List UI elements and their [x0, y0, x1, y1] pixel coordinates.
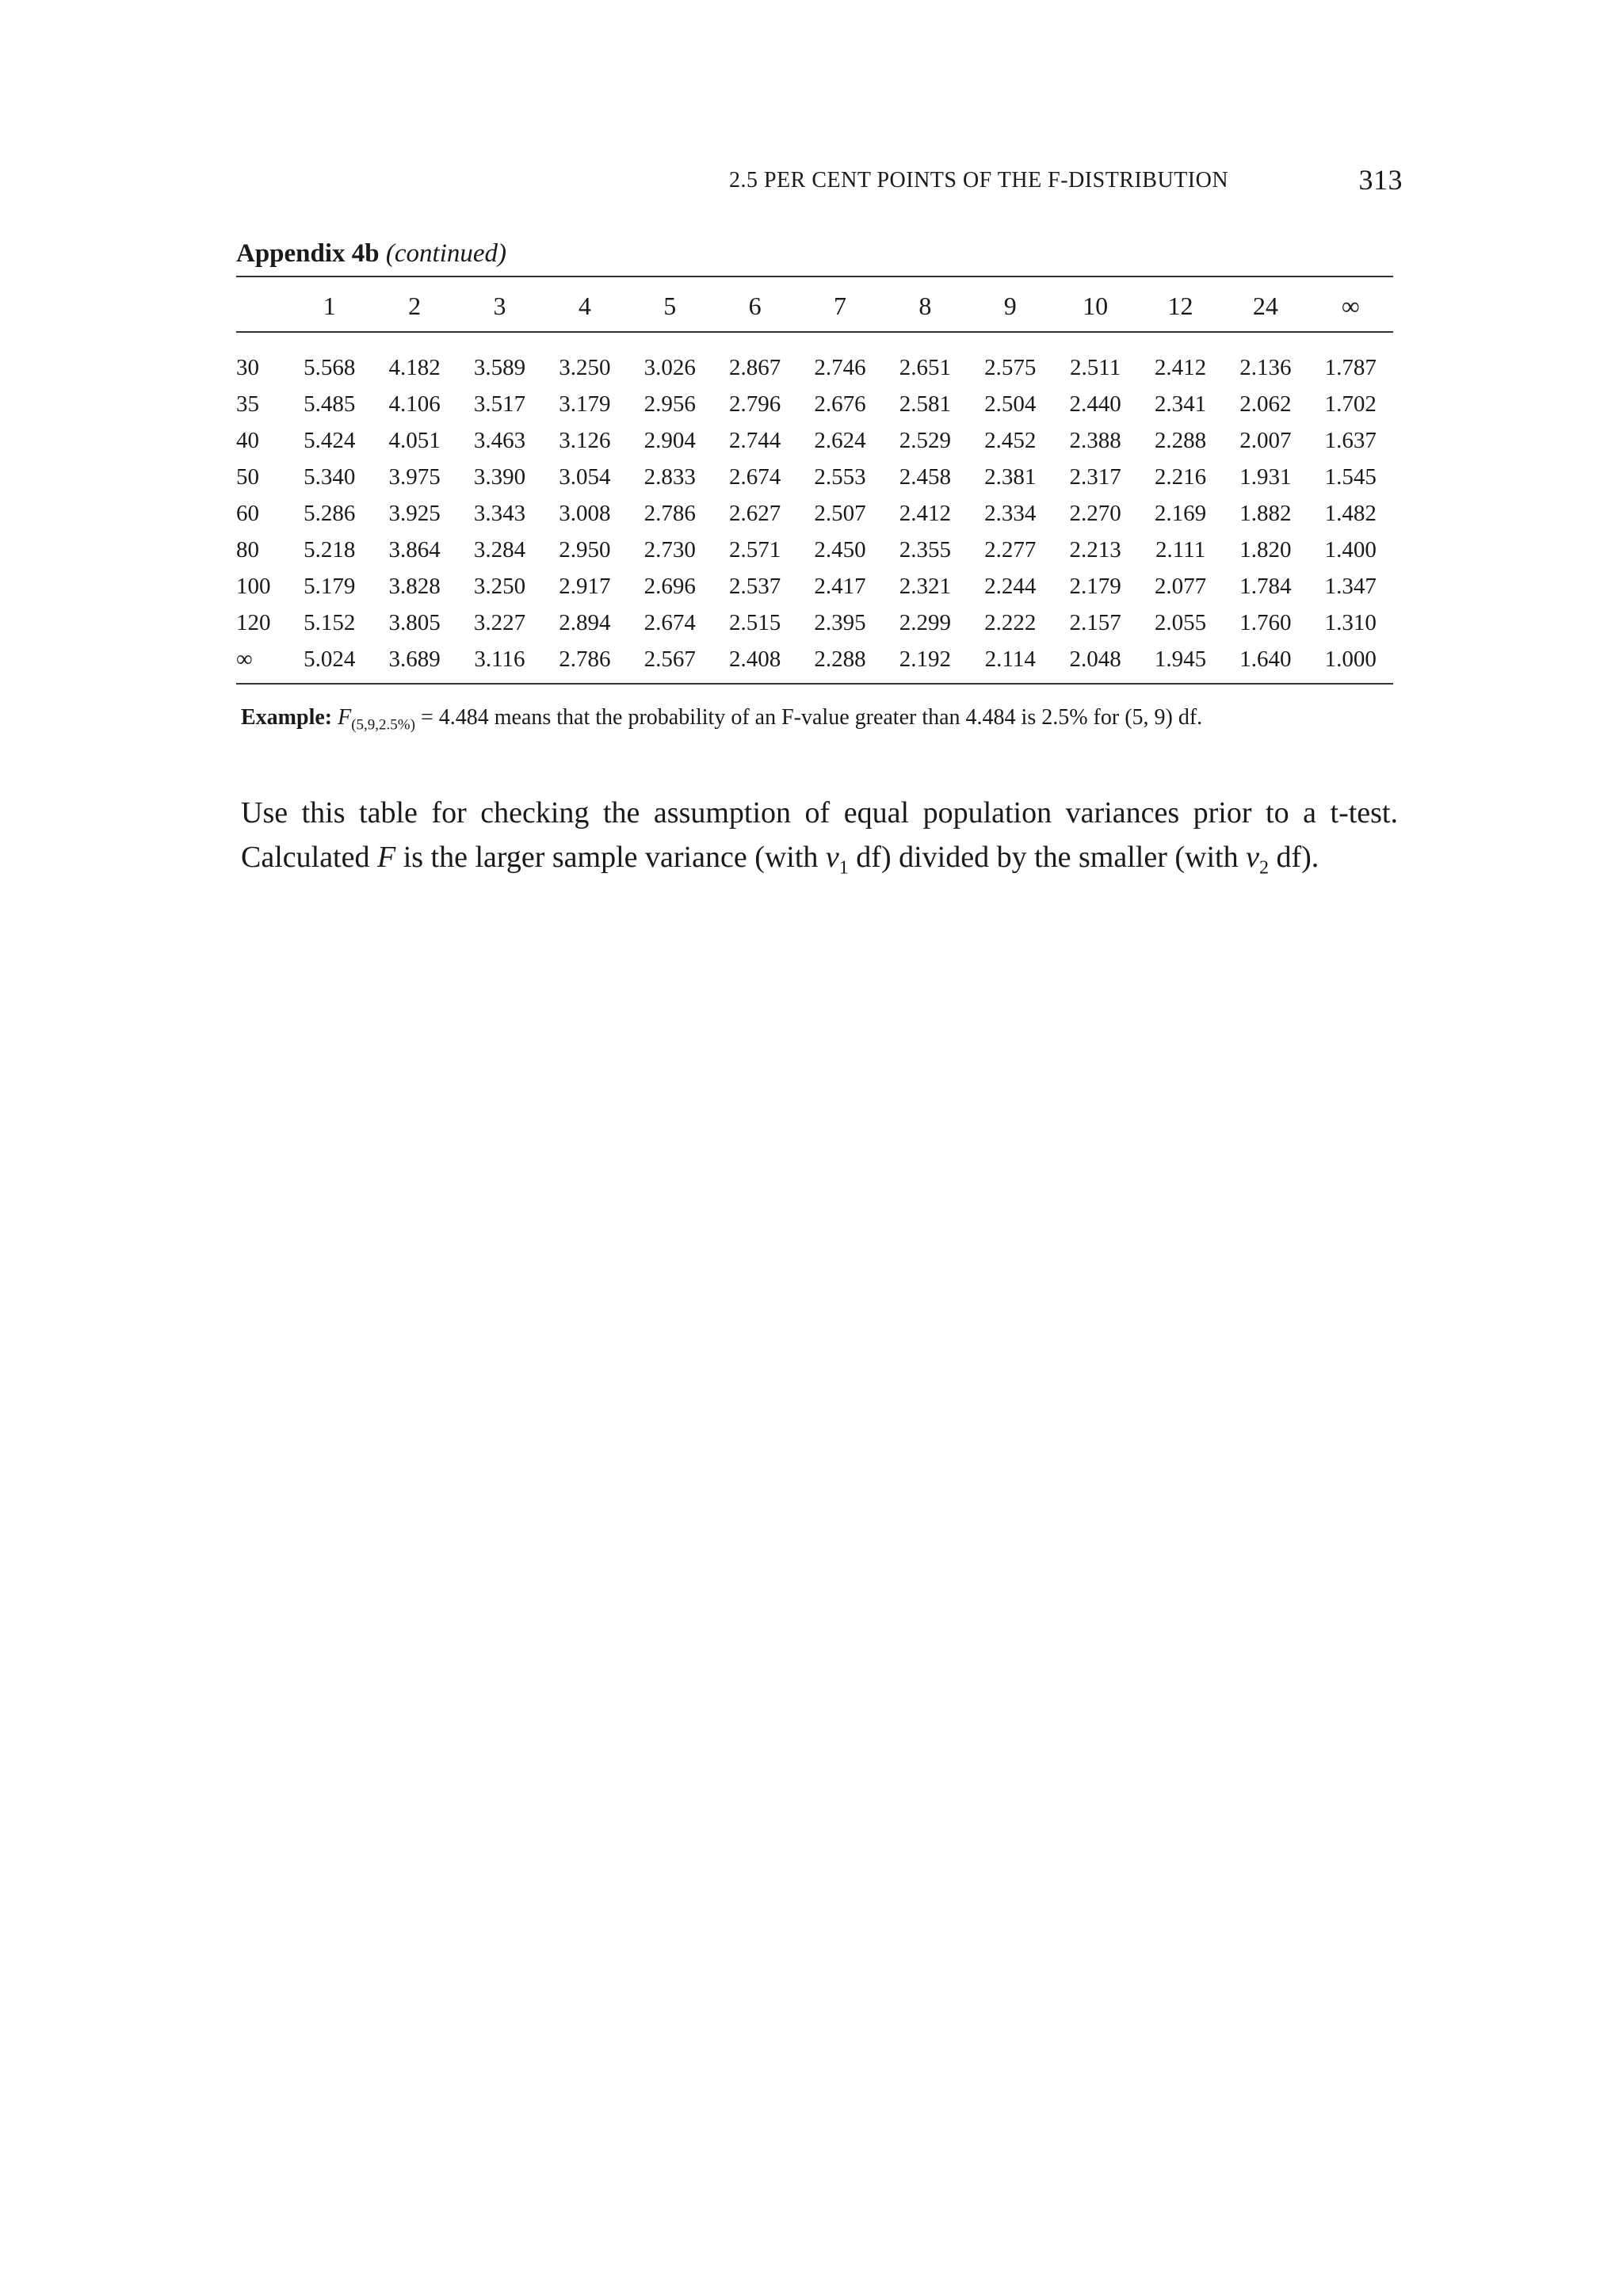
column-header: 3 [493, 292, 506, 320]
column-header: 4 [578, 292, 591, 320]
table-cell: 2.111 [1155, 537, 1206, 563]
table-cell: 2.833 [643, 464, 696, 490]
table-header-rule [236, 331, 1393, 333]
table-cell: 5.179 [304, 574, 356, 599]
example-note [241, 704, 1398, 740]
table-cell: 1.882 [1239, 501, 1292, 526]
table-cell: 2.007 [1239, 428, 1292, 453]
note-part-4: df). [1268, 841, 1319, 874]
table-cell: 1.637 [1324, 428, 1377, 453]
appendix-title [236, 239, 506, 269]
table-cell: 1.787 [1324, 355, 1377, 380]
table-cell: 4.182 [388, 355, 441, 380]
table-cell: 2.537 [728, 574, 781, 599]
table-cell: 5.286 [304, 501, 356, 526]
table-cell: 2.179 [1069, 574, 1121, 599]
table-cell: 3.026 [643, 355, 696, 380]
table-cell: 2.388 [1069, 428, 1121, 453]
table-cell: 1.000 [1324, 646, 1377, 672]
table-cell: 5.340 [304, 464, 356, 490]
table-cell: 1.931 [1239, 464, 1292, 490]
table-cell: 2.192 [899, 646, 951, 672]
table-cell: 2.529 [899, 428, 951, 453]
row-label: ∞ [236, 646, 253, 672]
note-nu1-sub: 1 [838, 857, 849, 879]
usage-note [241, 791, 1398, 891]
table-cell: 2.288 [1154, 428, 1207, 453]
table-cell: 2.627 [728, 501, 781, 526]
example-f-subscript: (5,9,2.5%) [351, 716, 415, 734]
table-cell: 3.925 [388, 501, 441, 526]
table-cell: 3.284 [473, 537, 526, 563]
table-cell: 2.048 [1069, 646, 1121, 672]
table-cell: 1.784 [1239, 574, 1292, 599]
table-cell: 2.904 [643, 428, 696, 453]
table-cell: 2.571 [728, 537, 781, 563]
table-cell: 2.504 [984, 391, 1037, 417]
table-cell: 3.864 [388, 537, 441, 563]
table-cell: 2.157 [1069, 610, 1121, 635]
table-cell: 1.702 [1324, 391, 1377, 417]
example-f-symbol: F [338, 705, 352, 730]
page-number: 313 [1358, 164, 1403, 196]
table-cell: 2.381 [984, 464, 1037, 490]
table-cell: 2.412 [1154, 355, 1207, 380]
table-cell: 3.126 [559, 428, 611, 453]
table-cell: 2.567 [643, 646, 696, 672]
table-cell: 1.640 [1239, 646, 1292, 672]
table-cell: 5.485 [304, 391, 356, 417]
table-cell: 2.894 [559, 610, 611, 635]
table-cell: 1.545 [1324, 464, 1377, 490]
table-cell: 2.136 [1239, 355, 1292, 380]
table-cell: 3.828 [388, 574, 441, 599]
table-cell: 2.511 [1070, 355, 1121, 380]
table-cell: 1.310 [1324, 610, 1377, 635]
table-cell: 2.950 [559, 537, 611, 563]
table-cell: 4.051 [388, 428, 441, 453]
table-cell: 2.786 [559, 646, 611, 672]
table-cell: 3.517 [473, 391, 526, 417]
table-cell: 3.805 [388, 610, 441, 635]
appendix-suffix: (continued) [385, 239, 507, 268]
row-label: 35 [236, 391, 259, 417]
table-cell: 2.395 [814, 610, 866, 635]
row-label: 120 [236, 610, 271, 635]
table-cell: 3.054 [559, 464, 611, 490]
table-corner-cell [236, 293, 287, 318]
table-cell: 2.169 [1154, 501, 1207, 526]
table-cell: 2.744 [728, 428, 781, 453]
table-cell: 3.250 [559, 355, 611, 380]
table-bottom-rule [236, 683, 1393, 685]
table-cell: 5.024 [304, 646, 356, 672]
table-cell: 2.062 [1239, 391, 1292, 417]
table-cell: 2.581 [899, 391, 951, 417]
table-cell: 5.218 [304, 537, 356, 563]
column-header: 1 [323, 292, 336, 320]
table-cell: 2.730 [643, 537, 696, 563]
table-cell: 2.277 [984, 537, 1037, 563]
row-label: 40 [236, 428, 259, 453]
table-cell: 5.152 [304, 610, 356, 635]
example-text: = 4.484 means that the probability of an F-value greater than 4.484 is 2.5% for (5, 9) df. [414, 705, 1203, 730]
table-cell: 2.317 [1069, 464, 1121, 490]
running-head-title: 2.5 PER CENT POINTS OF THE F-DISTRIBUTION [729, 168, 1229, 193]
column-header: 24 [1252, 292, 1278, 320]
table-cell: 2.408 [728, 646, 781, 672]
table-cell: 2.216 [1154, 464, 1207, 490]
table-cell: 1.760 [1239, 610, 1292, 635]
table-cell: 2.341 [1154, 391, 1207, 417]
table-cell: 3.463 [473, 428, 526, 453]
table-cell: 2.222 [984, 610, 1037, 635]
table-cell: 2.450 [814, 537, 866, 563]
table-cell: 2.355 [899, 537, 951, 563]
table-cell: 2.956 [643, 391, 696, 417]
table-cell: 2.299 [899, 610, 951, 635]
table-cell: 2.515 [728, 610, 781, 635]
appendix-label: Appendix 4b [236, 239, 380, 268]
table-cell: 1.400 [1324, 537, 1377, 563]
row-label: 50 [236, 464, 259, 490]
table-cell: 3.179 [559, 391, 611, 417]
table-cell: 2.507 [814, 501, 866, 526]
table-cell: 2.676 [814, 391, 866, 417]
table-cell: 2.412 [899, 501, 951, 526]
table-cell: 2.458 [899, 464, 951, 490]
table-cell: 2.244 [984, 574, 1037, 599]
table-cell: 2.077 [1154, 574, 1207, 599]
table-cell: 2.321 [899, 574, 951, 599]
table-cell: 1.482 [1324, 501, 1377, 526]
table-cell: 1.347 [1324, 574, 1377, 599]
table-cell: 2.674 [728, 464, 781, 490]
table-cell: 3.227 [473, 610, 526, 635]
table-cell: 2.213 [1069, 537, 1121, 563]
table-header-row [236, 293, 1393, 318]
table-top-rule [236, 276, 1393, 277]
table-cell: 2.417 [814, 574, 866, 599]
table-cell: 2.114 [984, 646, 1036, 672]
table-cell: 3.250 [473, 574, 526, 599]
column-header: 6 [748, 292, 762, 320]
table-cell: 3.343 [473, 501, 526, 526]
column-header: 9 [1003, 292, 1017, 320]
table-cell: 2.651 [899, 355, 951, 380]
table-cell: 3.589 [473, 355, 526, 380]
table-cell: 2.288 [814, 646, 866, 672]
table-cell: 2.440 [1069, 391, 1121, 417]
running-head [729, 164, 1403, 196]
example-label: Example: [241, 705, 333, 730]
column-header: 10 [1083, 292, 1109, 320]
column-header: 5 [663, 292, 677, 320]
row-label: 60 [236, 501, 259, 526]
table-cell: 2.674 [643, 610, 696, 635]
table-cell: 2.553 [814, 464, 866, 490]
note-part-3: df) divided by the smaller (with [848, 841, 1247, 874]
table-cell: 2.696 [643, 574, 696, 599]
table-cell: 1.820 [1239, 537, 1292, 563]
table-cell: 2.270 [1069, 501, 1121, 526]
note-part-1: Use this table for checking the assumption of equal population variances prior to a t-test. Calculated [241, 796, 1398, 874]
table-cell: 2.786 [643, 501, 696, 526]
table-cell: 2.575 [984, 355, 1037, 380]
column-header: 2 [408, 292, 422, 320]
row-label: 30 [236, 355, 259, 380]
column-header: ∞ [1341, 292, 1360, 320]
table-cell: 2.796 [728, 391, 781, 417]
table-cell: 2.867 [728, 355, 781, 380]
table-cell: 3.390 [473, 464, 526, 490]
table-cell: 5.424 [304, 428, 356, 453]
table-cell: 2.917 [559, 574, 611, 599]
note-f-symbol: F [376, 841, 396, 874]
table-cell: 2.334 [984, 501, 1037, 526]
column-header: 7 [833, 292, 846, 320]
table-body [236, 355, 1393, 672]
note-nu2-symbol: ν [1246, 841, 1259, 874]
table-cell: 4.106 [388, 391, 441, 417]
row-label: 100 [236, 574, 271, 599]
table-cell: 2.624 [814, 428, 866, 453]
table-cell: 2.055 [1154, 610, 1207, 635]
column-header: 12 [1167, 292, 1193, 320]
table-cell: 3.008 [559, 501, 611, 526]
table-cell: 5.568 [304, 355, 356, 380]
table-cell: 3.975 [388, 464, 441, 490]
table-cell: 3.689 [388, 646, 441, 672]
table-cell: 1.945 [1154, 646, 1207, 672]
column-header: 8 [918, 292, 932, 320]
table-cell: 2.746 [814, 355, 866, 380]
note-nu1-symbol: ν [825, 841, 839, 874]
note-part-2: is the larger sample variance (with [395, 841, 826, 874]
table-cell: 3.116 [474, 646, 525, 672]
note-nu2-sub: 2 [1258, 857, 1269, 879]
row-label: 80 [236, 537, 259, 563]
table-cell: 2.452 [984, 428, 1037, 453]
